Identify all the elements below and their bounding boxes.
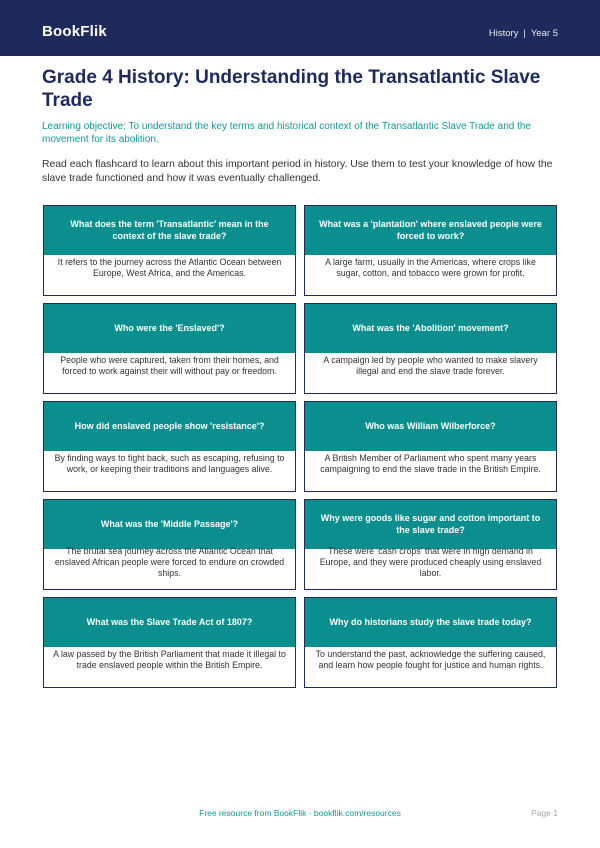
flashcard[interactable] xyxy=(43,597,296,688)
flashcard-answer: A large farm, usually in the Americas, where crops like sugar, cotton, and tobacco were grown for profit. xyxy=(325,257,536,278)
flashcard-answer: A law passed by the British Parliament that made it illegal to trade enslaved people within the British Empire. xyxy=(53,649,286,670)
flashcard[interactable] xyxy=(43,205,296,296)
page-header xyxy=(0,0,600,56)
page-title: Grade 4 History: Understanding the Transatlantic Slave Trade xyxy=(42,67,541,111)
flashcard-question: Why do historians study the slave trade today? xyxy=(305,598,556,647)
flashcard-answer: These were 'cash crops' that were in high demand in Europe, and they were produced cheaply using enslaved labor. xyxy=(319,546,542,578)
breadcrumb-separator: | xyxy=(523,28,526,39)
flashcard[interactable] xyxy=(304,499,557,590)
flashcard-question: What was the Slave Trade Act of 1807? xyxy=(44,598,295,647)
flashcard[interactable] xyxy=(304,303,557,394)
flashcard[interactable] xyxy=(304,401,557,492)
breadcrumb-subject: History xyxy=(488,28,519,39)
flashcard-question: Who was William Wilberforce? xyxy=(305,402,556,451)
breadcrumb xyxy=(489,28,558,39)
flashcard[interactable] xyxy=(43,303,296,394)
breadcrumb-year: Year 5 xyxy=(530,28,558,39)
learning-objective: Learning objective: To understand the key terms and historical context of the Transatlantic Slave Trade and the movement for its abolition. xyxy=(42,121,531,145)
flashcard-question: Who were the 'Enslaved'? xyxy=(44,304,295,353)
flashcard-question: How did enslaved people show 'resistance'? xyxy=(44,402,295,451)
flashcard-answer: A campaign led by people who wanted to make slavery illegal and end the slave trade forever. xyxy=(323,355,538,376)
flashcard[interactable] xyxy=(43,401,296,492)
flashcard[interactable] xyxy=(304,205,557,296)
flashcard[interactable] xyxy=(304,597,557,688)
page-number: Page 1 xyxy=(531,808,558,818)
flashcard-question: What was the 'Abolition' movement? xyxy=(305,304,556,353)
flashcard-answer: People who were captured, taken from their homes, and forced to work against their will without pay or freedom. xyxy=(60,355,279,376)
flashcard-answer: The brutal sea journey across the Atlantic Ocean that enslaved African people were forced to endure on crowded ships. xyxy=(54,546,285,578)
flashcard-answer: A British Member of Parliament who spent many years campaigning to end the slave trade in the British Empire. xyxy=(320,453,541,474)
flashcard-question: What was the 'Middle Passage'? xyxy=(44,500,295,549)
flashcard-answer: To understand the past, acknowledge the suffering caused, and learn how people fought for justice and human rights. xyxy=(315,649,546,670)
flashcard-question: Why were goods like sugar and cotton important to the slave trade? xyxy=(305,500,556,549)
flashcard-answer: It refers to the journey across the Atlantic Ocean between Europe, West Africa, and the Americas. xyxy=(57,257,282,278)
flashcard-question: What was a 'plantation' where enslaved people were forced to work? xyxy=(305,206,556,255)
intro-text: Read each flashcard to learn about this important period in history. Use them to test your knowledge of how the slave trade functioned and how it was eventually challenged. xyxy=(42,159,553,184)
brand-logo[interactable]: BookFlik xyxy=(42,23,107,40)
footer-link[interactable]: Free resource from BookFlik · bookflik.com/resources xyxy=(199,808,401,818)
flashcard[interactable] xyxy=(43,499,296,590)
flashcard-question: What does the term 'Transatlantic' mean in the context of the slave trade? xyxy=(44,206,295,255)
flashcard-answer: By finding ways to fight back, such as escaping, refusing to work, or keeping their traditions and languages alive. xyxy=(54,453,285,474)
